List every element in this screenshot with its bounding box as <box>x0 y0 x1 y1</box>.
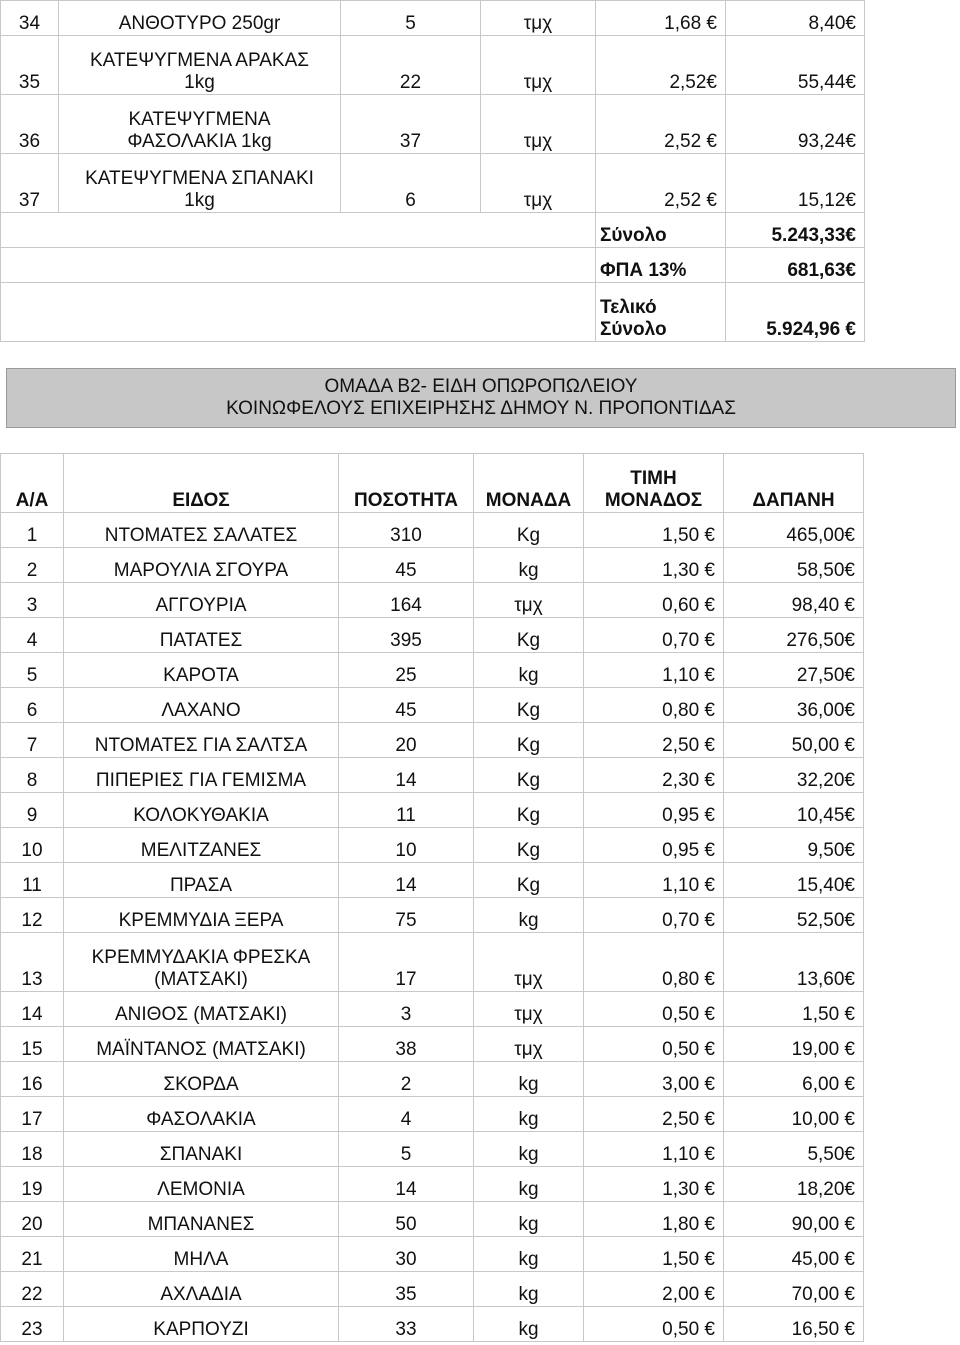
row-cost: 32,20€ <box>724 758 864 793</box>
row-item <box>64 548 339 583</box>
previous-items-body <box>1 1 865 213</box>
row-item-line: ΜΠΑΝΑΝΕΣ <box>147 1214 255 1235</box>
row-item <box>64 992 339 1027</box>
row-unit-price: 3,00 € <box>584 1062 724 1097</box>
row-item <box>64 1097 339 1132</box>
row-unit-price: 0,50 € <box>584 1307 724 1342</box>
row-unit: Kg <box>474 863 584 898</box>
row-unit: kg <box>474 1062 584 1097</box>
totals-value: 5.243,33€ <box>726 213 865 248</box>
row-item-line: (ΜΑΤΣΑΚΙ) <box>154 969 248 990</box>
table-row <box>1 758 864 793</box>
table-row <box>1 828 864 863</box>
totals-body <box>1 213 865 342</box>
row-cost: 276,50€ <box>724 618 864 653</box>
table-row <box>1 1202 864 1237</box>
row-item <box>59 1 341 36</box>
row-quantity: 25 <box>339 653 474 688</box>
row-unit-price: 2,00 € <box>584 1272 724 1307</box>
row-number: 6 <box>1 688 64 723</box>
row-unit: kg <box>474 1307 584 1342</box>
row-cost: 10,45€ <box>724 793 864 828</box>
table-row <box>1 653 864 688</box>
row-unit-price: 0,80 € <box>584 688 724 723</box>
row-number: 20 <box>1 1202 64 1237</box>
header-qty: ΠΟΣΟΤΗΤΑ <box>339 454 474 513</box>
row-quantity: 2 <box>339 1062 474 1097</box>
row-item-line: ΣΠΑΝΑΚΙ <box>159 1144 243 1165</box>
row-unit: τμχ <box>481 154 596 213</box>
row-quantity: 164 <box>339 583 474 618</box>
row-number: 35 <box>1 36 59 95</box>
header-price <box>584 454 724 513</box>
row-unit: τμχ <box>474 583 584 618</box>
table-row <box>1 1 865 36</box>
row-cost: 19,00 € <box>724 1027 864 1062</box>
row-number: 4 <box>1 618 64 653</box>
row-unit-price: 0,70 € <box>584 898 724 933</box>
row-item-line: ΚΡΕΜΜΥΔΑΚΙΑ ΦΡΕΣΚΑ <box>91 947 311 968</box>
row-item <box>64 653 339 688</box>
table-row <box>1 992 864 1027</box>
table-row <box>1 583 864 618</box>
row-cost: 55,44€ <box>726 36 865 95</box>
row-unit: Kg <box>474 793 584 828</box>
row-unit-price: 1,50 € <box>584 1237 724 1272</box>
totals-value: 5.924,96 € <box>726 283 865 342</box>
row-unit-price: 1,50 € <box>584 513 724 548</box>
row-item <box>64 1132 339 1167</box>
totals-row <box>1 283 865 342</box>
row-item-line: ΚΑΤΕΨΥΓΜΕΝΑ ΑΡΑΚΑΣ <box>89 50 309 71</box>
row-cost: 465,00€ <box>724 513 864 548</box>
row-cost: 18,20€ <box>724 1167 864 1202</box>
row-quantity: 30 <box>339 1237 474 1272</box>
row-item-line: ΚΟΛΟΚΥΘΑΚΙΑ <box>133 805 269 826</box>
row-cost: 52,50€ <box>724 898 864 933</box>
row-quantity: 5 <box>339 1132 474 1167</box>
row-number: 21 <box>1 1237 64 1272</box>
row-number: 18 <box>1 1132 64 1167</box>
row-cost: 58,50€ <box>724 548 864 583</box>
row-cost: 16,50 € <box>724 1307 864 1342</box>
row-item-line: ΜΑΡΟΥΛΙΑ ΣΓΟΥΡΑ <box>113 560 289 581</box>
row-number: 19 <box>1 1167 64 1202</box>
row-item <box>64 1062 339 1097</box>
row-unit-price: 0,70 € <box>584 618 724 653</box>
row-cost: 50,00 € <box>724 723 864 758</box>
row-item-line: ΠΑΤΑΤΕΣ <box>159 630 243 651</box>
row-cost: 6,00 € <box>724 1062 864 1097</box>
table-row <box>1 863 864 898</box>
row-unit-price: 2,50 € <box>584 723 724 758</box>
row-item <box>64 1307 339 1342</box>
row-cost: 15,12€ <box>726 154 865 213</box>
row-number: 15 <box>1 1027 64 1062</box>
header-price-line-2: ΜΟΝΑΔΟΣ <box>604 490 703 511</box>
row-unit: kg <box>474 1237 584 1272</box>
row-item-line: ΚΑΤΕΨΥΓΜΕΝΑ ΣΠΑΝΑΚΙ <box>85 168 314 189</box>
row-item <box>64 898 339 933</box>
row-unit: Kg <box>474 758 584 793</box>
row-unit-price: 0,80 € <box>584 933 724 992</box>
row-item-line: ΛΕΜΟΝΙΑ <box>157 1179 245 1200</box>
row-unit: τμχ <box>474 1027 584 1062</box>
row-item-line: 1kg <box>184 190 215 211</box>
row-unit-price: 1,10 € <box>584 863 724 898</box>
header-cost: ΔΑΠΑΝΗ <box>724 454 864 513</box>
row-unit: τμχ <box>474 992 584 1027</box>
table-row <box>1 793 864 828</box>
row-quantity: 3 <box>339 992 474 1027</box>
row-quantity: 14 <box>339 758 474 793</box>
row-number: 34 <box>1 1 59 36</box>
totals-label <box>596 283 726 342</box>
row-unit: kg <box>474 1272 584 1307</box>
row-item <box>64 1167 339 1202</box>
row-cost: 9,50€ <box>724 828 864 863</box>
row-unit-price: 2,50 € <box>584 1097 724 1132</box>
row-unit-price: 1,10 € <box>584 1132 724 1167</box>
table-row <box>1 1167 864 1202</box>
totals-label-line: Τελικό <box>600 297 657 318</box>
totals-empty-cell <box>1 213 596 248</box>
row-item <box>64 1237 339 1272</box>
row-unit: τμχ <box>481 1 596 36</box>
row-number: 3 <box>1 583 64 618</box>
totals-row <box>1 248 865 283</box>
table-row <box>1 1132 864 1167</box>
row-quantity: 22 <box>341 36 481 95</box>
row-item-line: ΚΑΡΠΟΥΖΙ <box>153 1319 249 1340</box>
row-unit-price: 1,30 € <box>584 548 724 583</box>
table-row <box>1 548 864 583</box>
row-number: 1 <box>1 513 64 548</box>
row-number: 37 <box>1 154 59 213</box>
row-number: 12 <box>1 898 64 933</box>
row-item-line: ΚΑΡΟΤΑ <box>163 665 239 686</box>
row-cost: 27,50€ <box>724 653 864 688</box>
totals-label-line: ΦΠΑ 13% <box>600 260 687 281</box>
row-quantity: 75 <box>339 898 474 933</box>
row-item-line: ΣΚΟΡΔΑ <box>163 1074 239 1095</box>
row-unit: τμχ <box>481 95 596 154</box>
row-item-line: ΝΤΟΜΑΤΕΣ ΣΑΛΑΤΕΣ <box>104 525 298 546</box>
row-item-line: ΦΑΣΟΛΑΚΙΑ 1kg <box>127 131 272 152</box>
row-number: 14 <box>1 992 64 1027</box>
row-item <box>64 793 339 828</box>
row-item <box>64 758 339 793</box>
row-item-line: ΝΤΟΜΑΤΕΣ ΓΙΑ ΣΑΛΤΣΑ <box>94 735 308 756</box>
row-cost: 90,00 € <box>724 1202 864 1237</box>
row-number: 10 <box>1 828 64 863</box>
table-row <box>1 1027 864 1062</box>
table-row <box>1 618 864 653</box>
row-item <box>64 828 339 863</box>
row-unit-price: 1,30 € <box>584 1167 724 1202</box>
row-unit: Kg <box>474 723 584 758</box>
row-unit: kg <box>474 1097 584 1132</box>
row-unit-price: 2,52€ <box>596 36 726 95</box>
row-quantity: 45 <box>339 548 474 583</box>
table-row <box>1 36 865 95</box>
row-unit-price: 0,95 € <box>584 828 724 863</box>
row-quantity: 35 <box>339 1272 474 1307</box>
row-item <box>64 723 339 758</box>
row-unit-price: 0,60 € <box>584 583 724 618</box>
row-quantity: 10 <box>339 828 474 863</box>
row-cost: 15,40€ <box>724 863 864 898</box>
row-cost: 93,24€ <box>726 95 865 154</box>
totals-row <box>1 213 865 248</box>
row-item-line: ΚΡΕΜΜΥΔΙΑ ΞΕΡΑ <box>118 910 284 931</box>
row-cost: 70,00 € <box>724 1272 864 1307</box>
row-number: 8 <box>1 758 64 793</box>
row-item-line: ΠΡΑΣΑ <box>169 875 233 896</box>
row-item <box>64 688 339 723</box>
row-number: 23 <box>1 1307 64 1342</box>
table-row <box>1 154 865 213</box>
row-unit-price: 0,95 € <box>584 793 724 828</box>
row-number: 5 <box>1 653 64 688</box>
row-item-line: ΦΑΣΟΛΑΚΙΑ <box>146 1109 256 1130</box>
row-unit: kg <box>474 1167 584 1202</box>
table-row <box>1 1272 864 1307</box>
row-number: 36 <box>1 95 59 154</box>
row-quantity: 6 <box>341 154 481 213</box>
row-unit: kg <box>474 653 584 688</box>
table-row <box>1 513 864 548</box>
row-quantity: 33 <box>339 1307 474 1342</box>
row-item-line: ΚΑΤΕΨΥΓΜΕΝΑ <box>128 109 271 130</box>
row-item <box>64 583 339 618</box>
table-row <box>1 933 864 992</box>
header-price-line-1: ΤΙΜΗ <box>630 468 677 489</box>
row-cost: 36,00€ <box>724 688 864 723</box>
row-unit: kg <box>474 548 584 583</box>
row-unit: kg <box>474 1202 584 1237</box>
row-cost: 45,00 € <box>724 1237 864 1272</box>
row-number: 9 <box>1 793 64 828</box>
table-row <box>1 95 865 154</box>
row-cost: 8,40€ <box>726 1 865 36</box>
banner-line-1: ΟΜΑΔΑ Β2- ΕΙΔΗ ΟΠΩΡΟΠΩΛΕΙΟΥ <box>324 376 638 397</box>
items-body <box>1 513 864 1342</box>
row-unit-price: 1,68 € <box>596 1 726 36</box>
row-item <box>64 1202 339 1237</box>
row-number: 16 <box>1 1062 64 1097</box>
row-quantity: 20 <box>339 723 474 758</box>
row-item <box>64 618 339 653</box>
row-cost: 1,50 € <box>724 992 864 1027</box>
totals-empty-cell <box>1 283 596 342</box>
row-number: 13 <box>1 933 64 992</box>
row-item <box>64 1272 339 1307</box>
row-item-line: ΛΑΧΑΝΟ <box>161 700 241 721</box>
header-no: Α/Α <box>1 454 64 513</box>
table-header-row <box>1 454 864 513</box>
row-quantity: 38 <box>339 1027 474 1062</box>
row-number: 2 <box>1 548 64 583</box>
row-item <box>64 863 339 898</box>
table-row <box>1 1237 864 1272</box>
row-quantity: 14 <box>339 863 474 898</box>
row-unit-price: 1,80 € <box>584 1202 724 1237</box>
table-row <box>1 723 864 758</box>
row-number: 17 <box>1 1097 64 1132</box>
row-quantity: 37 <box>341 95 481 154</box>
row-quantity: 4 <box>339 1097 474 1132</box>
row-item-line: 1kg <box>184 72 215 93</box>
header-unit: ΜΟΝΑΔΑ <box>474 454 584 513</box>
row-unit: τμχ <box>474 933 584 992</box>
items-table <box>0 453 864 1342</box>
table-row <box>1 898 864 933</box>
row-item <box>59 95 341 154</box>
row-unit-price: 0,50 € <box>584 992 724 1027</box>
row-unit-price: 2,52 € <box>596 95 726 154</box>
header-item: ΕΙΔΟΣ <box>64 454 339 513</box>
totals-empty-cell <box>1 248 596 283</box>
row-unit: Kg <box>474 618 584 653</box>
row-item <box>59 154 341 213</box>
totals-value: 681,63€ <box>726 248 865 283</box>
previous-items-table <box>0 0 865 342</box>
row-unit: τμχ <box>481 36 596 95</box>
row-item-line: ΜΕΛΙΤΖΑΝΕΣ <box>140 840 262 861</box>
row-quantity: 5 <box>341 1 481 36</box>
row-unit: kg <box>474 898 584 933</box>
row-item <box>64 933 339 992</box>
row-item <box>64 513 339 548</box>
row-quantity: 45 <box>339 688 474 723</box>
row-quantity: 50 <box>339 1202 474 1237</box>
row-cost: 5,50€ <box>724 1132 864 1167</box>
row-unit-price: 1,10 € <box>584 653 724 688</box>
row-cost: 98,40 € <box>724 583 864 618</box>
row-quantity: 14 <box>339 1167 474 1202</box>
table-row <box>1 1062 864 1097</box>
row-unit: Kg <box>474 688 584 723</box>
row-item-line: ΠΙΠΕΡΙΕΣ ΓΙΑ ΓΕΜΙΣΜΑ <box>95 770 307 791</box>
row-unit: Kg <box>474 513 584 548</box>
table-row <box>1 1307 864 1342</box>
totals-label <box>596 248 726 283</box>
table-row <box>1 1097 864 1132</box>
row-item-line: ΑΓΓΟΥΡΙΑ <box>155 595 247 616</box>
row-unit: Kg <box>474 828 584 863</box>
banner-line-2: ΚΟΙΝΩΦΕΛΟΥΣ ΕΠΙΧΕΙΡΗΣΗΣ ΔΗΜΟΥ Ν. ΠΡΟΠΟΝΤΙΔΑΣ <box>226 398 736 419</box>
row-item-line: ΑΝΙΘΟΣ (ΜΑΤΣΑΚΙ) <box>115 1004 287 1025</box>
row-unit-price: 2,52 € <box>596 154 726 213</box>
group-banner <box>6 368 956 428</box>
row-quantity: 395 <box>339 618 474 653</box>
table-row <box>1 688 864 723</box>
row-item-line: ΜΗΛΑ <box>173 1249 229 1270</box>
row-quantity: 17 <box>339 933 474 992</box>
row-unit: kg <box>474 1132 584 1167</box>
row-item-line: ΑΧΛΑΔΙΑ <box>160 1284 242 1305</box>
totals-label-line: Σύνολο <box>600 319 667 340</box>
row-cost: 10,00 € <box>724 1097 864 1132</box>
row-item-line: ΜΑΪΝΤΑΝΟΣ (ΜΑΤΣΑΚΙ) <box>96 1039 306 1060</box>
row-number: 22 <box>1 1272 64 1307</box>
row-quantity: 11 <box>339 793 474 828</box>
row-item <box>64 1027 339 1062</box>
row-quantity: 310 <box>339 513 474 548</box>
row-cost: 13,60€ <box>724 933 864 992</box>
totals-label <box>596 213 726 248</box>
row-item-line: ΑΝΘΟΤΥΡΟ 250gr <box>118 13 281 34</box>
row-number: 11 <box>1 863 64 898</box>
row-item <box>59 36 341 95</box>
row-number: 7 <box>1 723 64 758</box>
row-unit-price: 0,50 € <box>584 1027 724 1062</box>
row-unit-price: 2,30 € <box>584 758 724 793</box>
totals-label-line: Σύνολο <box>600 225 667 246</box>
